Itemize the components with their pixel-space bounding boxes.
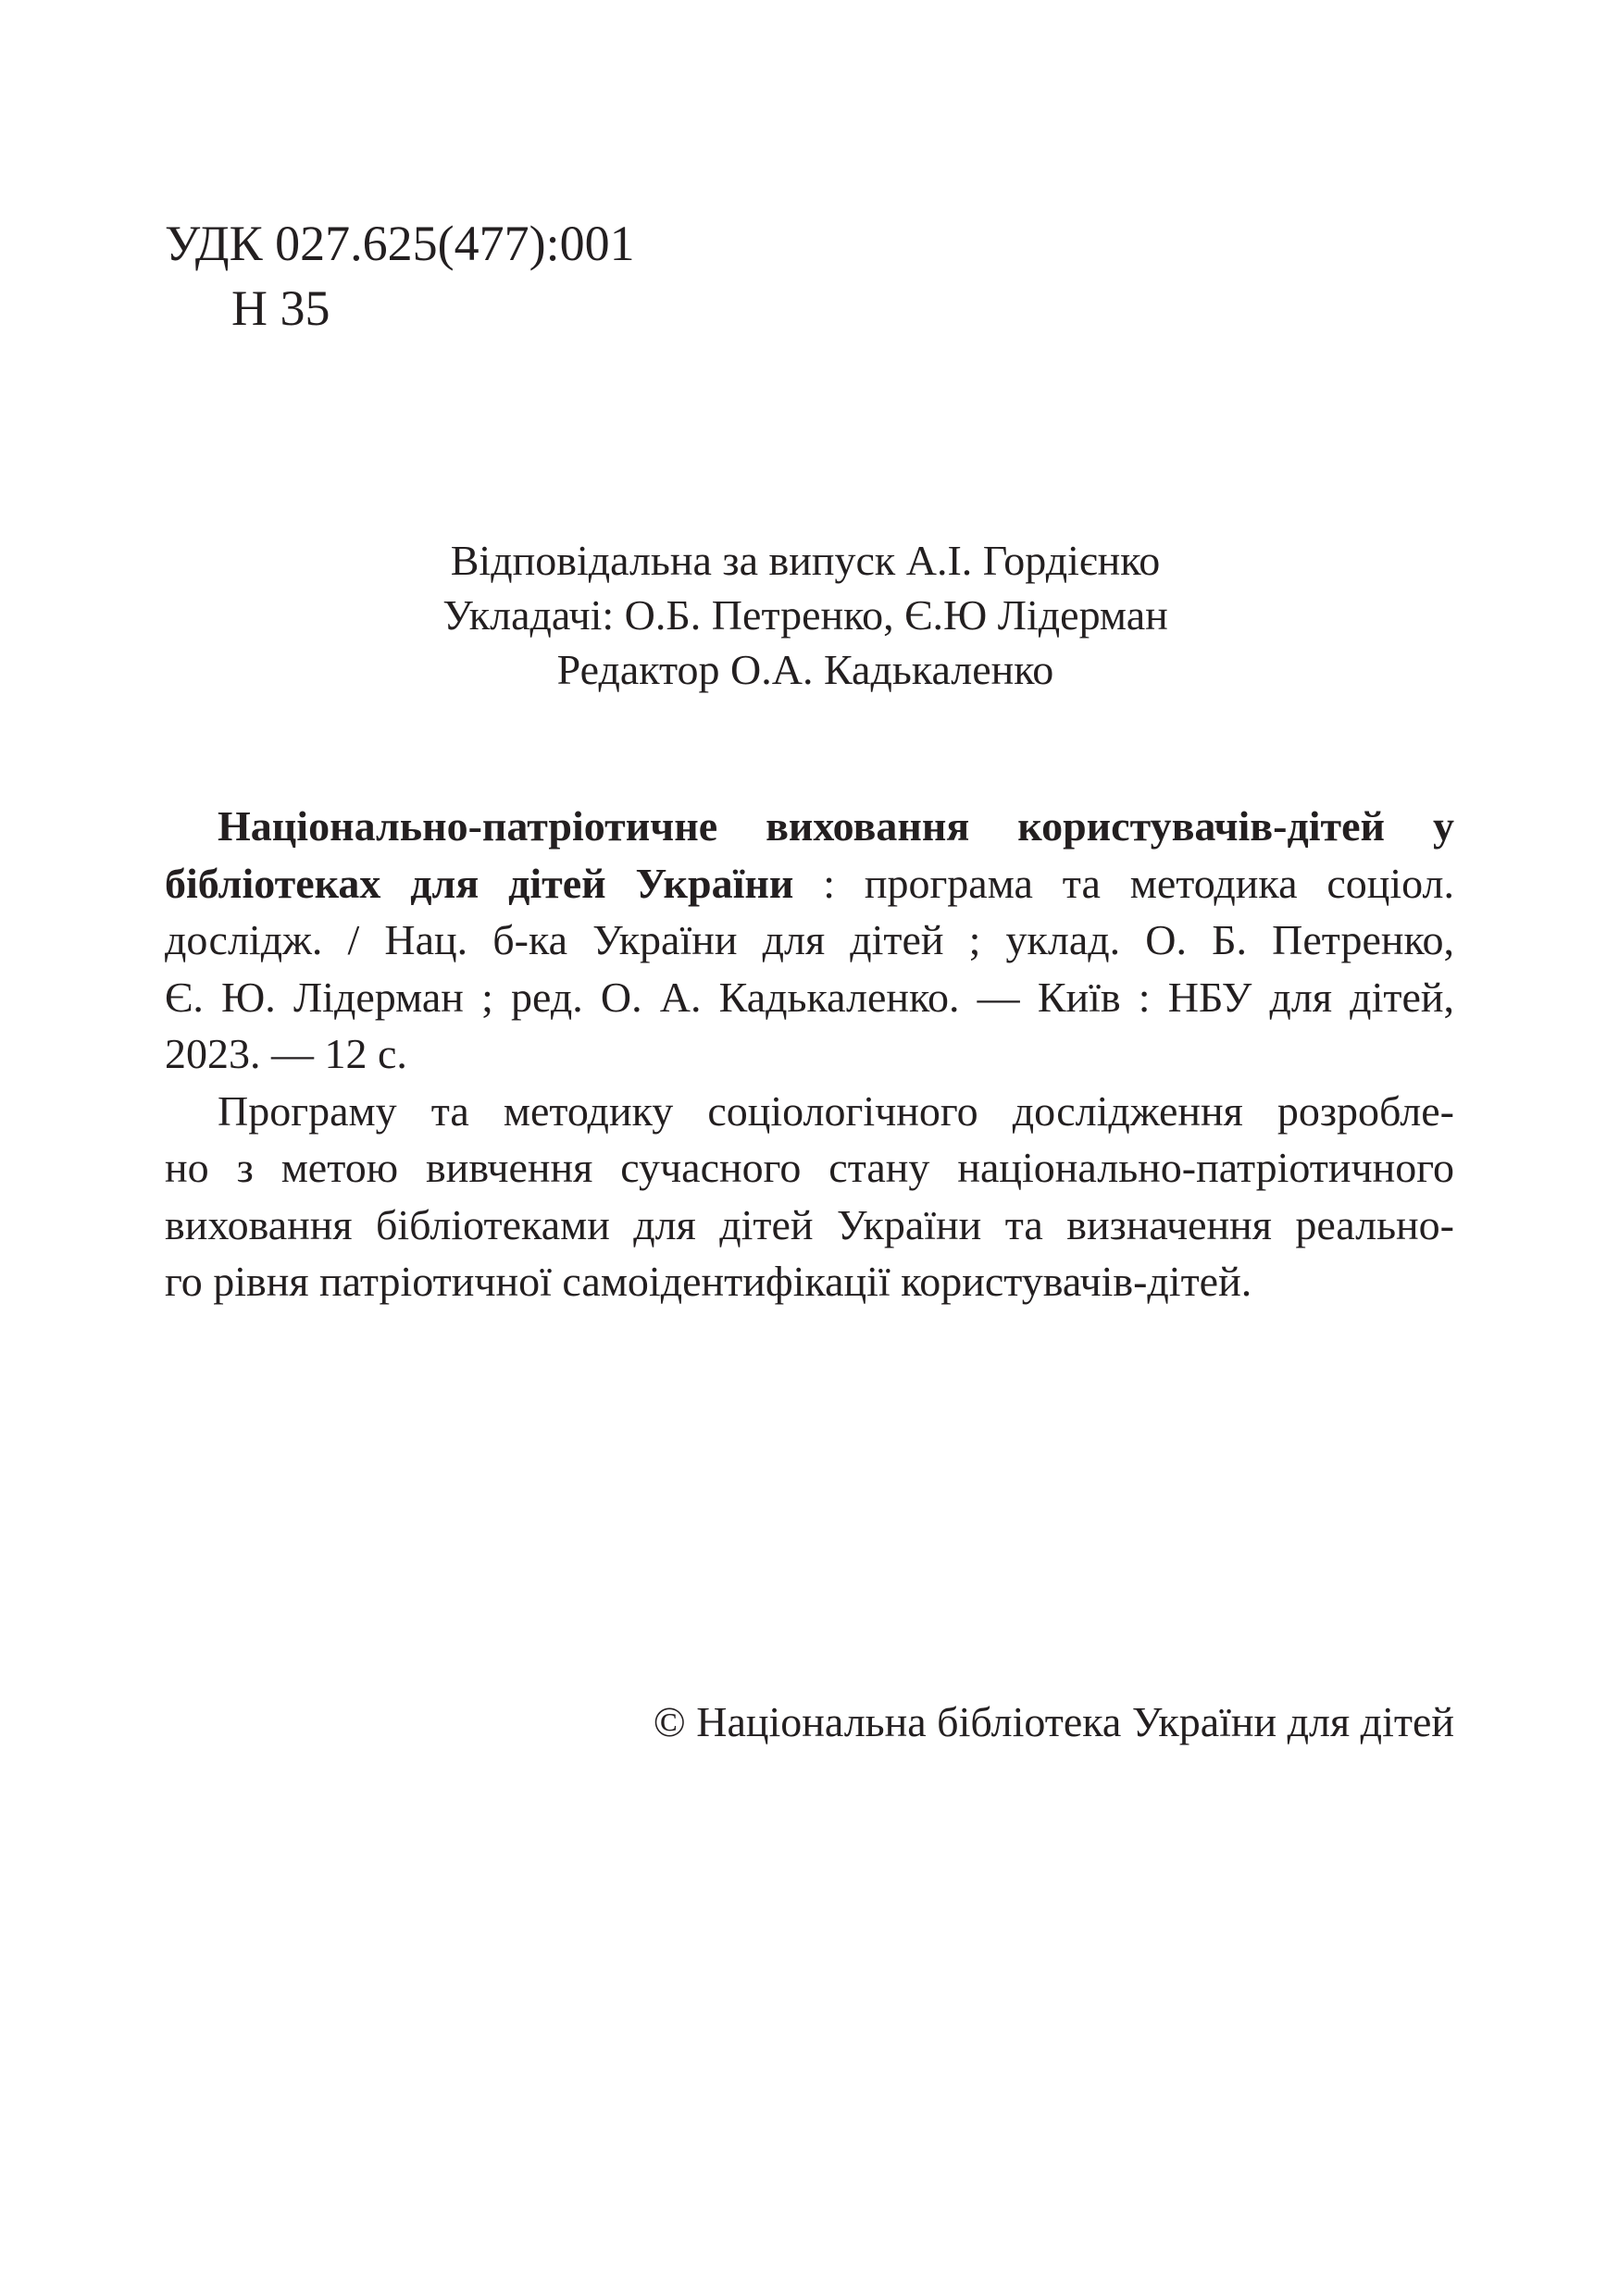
- title-part-1: Національно-патріотичне виховання користувачів-дітей у: [218, 802, 1454, 850]
- classification-block: [165, 211, 635, 341]
- annotation-line: го рівня патріотичної самоідентифікації користувачів-дітей.: [165, 1258, 1252, 1305]
- copyright-notice: © Національна бібліотека України для дітей: [653, 1698, 1454, 1745]
- title-part-2: бібліотеках для дітей України: [165, 859, 794, 907]
- editor: Редактор О.А. Кадькаленко: [556, 646, 1054, 693]
- bibliographic-line: дослідж. / Нац. б-ка України для дітей ; уклад. О. Б. Петренко,: [165, 916, 1454, 963]
- record-subtitle: : програма та методика соціол.: [823, 859, 1454, 907]
- compilers: Укладачі: О.Б. Петренко, Є.Ю Лідерман: [442, 591, 1168, 639]
- author-mark: Н 35: [231, 280, 330, 336]
- annotation-line: Програму та методику соціологічного дослідження розробле-: [218, 1086, 1454, 1135]
- abstract-block: [165, 798, 1454, 1310]
- bibliographic-line: Є. Ю. Лідерман ; ред. О. А. Кадькаленко. — Київ : НБУ для дітей,: [165, 973, 1454, 1021]
- responsible-person: Відповідальна за випуск А.І. Гордієнко: [450, 537, 1161, 584]
- credits-block: [278, 533, 1333, 697]
- annotation-line: но з метою вивчення сучасного стану національно-патріотичного: [165, 1144, 1454, 1191]
- annotation: [165, 1083, 1454, 1310]
- bibliographic-line: [165, 798, 1454, 855]
- udk-code: УДК 027.625(477):001: [165, 216, 635, 271]
- annotation-line: виховання бібліотеками для дітей України та визначення реально-: [165, 1200, 1454, 1248]
- bibliographic-line: 2023. — 12 с.: [165, 1030, 407, 1077]
- bibliographic-line: [165, 855, 1454, 912]
- bibliographic-record: [165, 798, 1454, 1083]
